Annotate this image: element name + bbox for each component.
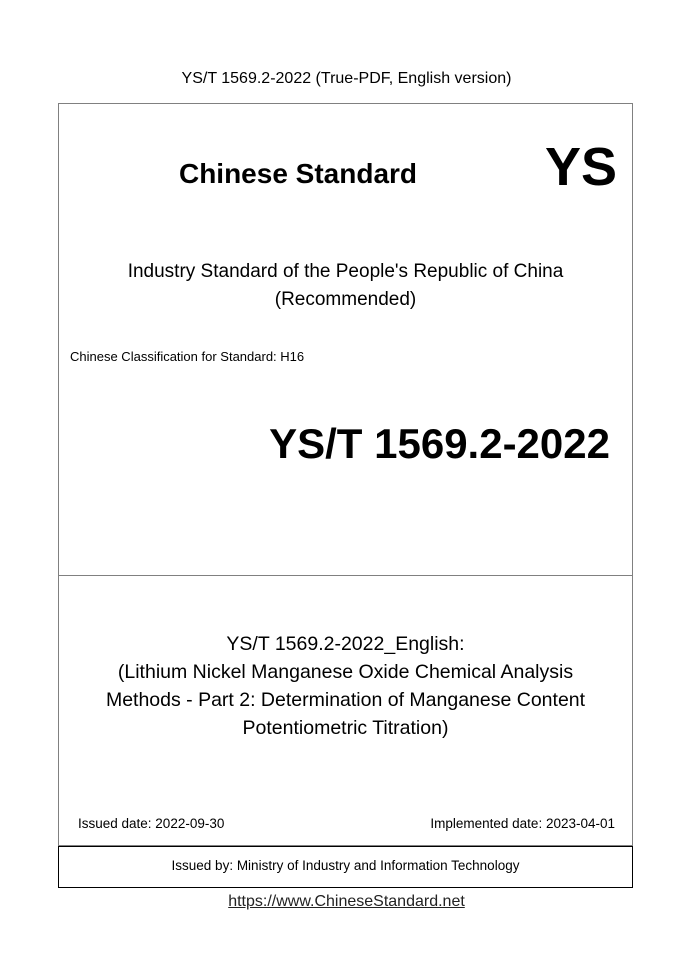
issued-date: Issued date: 2022-09-30 (78, 816, 225, 831)
issuer-text: Issued by: Ministry of Industry and Information Technology (171, 858, 520, 873)
classification-text: Chinese Classification for Standard: H16 (70, 349, 305, 364)
implemented-date: Implemented date: 2023-04-01 (430, 816, 615, 831)
industry-heading (58, 258, 633, 314)
industry-line-1: Industry Standard of the People's Republic of China (127, 261, 564, 282)
title-line-2: (Lithium Nickel Manganese Oxide Chemical Analysis (117, 661, 574, 683)
document-title (58, 630, 633, 742)
title-line-1: YS/T 1569.2-2022_English: (226, 633, 465, 655)
industry-line-2: (Recommended) (274, 289, 417, 310)
title-line-4: Potentiometric Titration) (242, 717, 449, 739)
standard-code-mark: YS (545, 137, 618, 197)
title-line-3: Methods - Part 2: Determination of Manganese Content (105, 689, 586, 711)
page-header: YS/T 1569.2-2022 (True-PDF, English version) (181, 70, 512, 87)
standard-number: YS/T 1569.2-2022 (269, 420, 610, 467)
standard-label: Chinese Standard (178, 158, 418, 189)
website-link[interactable]: https://www.ChineseStandard.net (228, 893, 465, 910)
